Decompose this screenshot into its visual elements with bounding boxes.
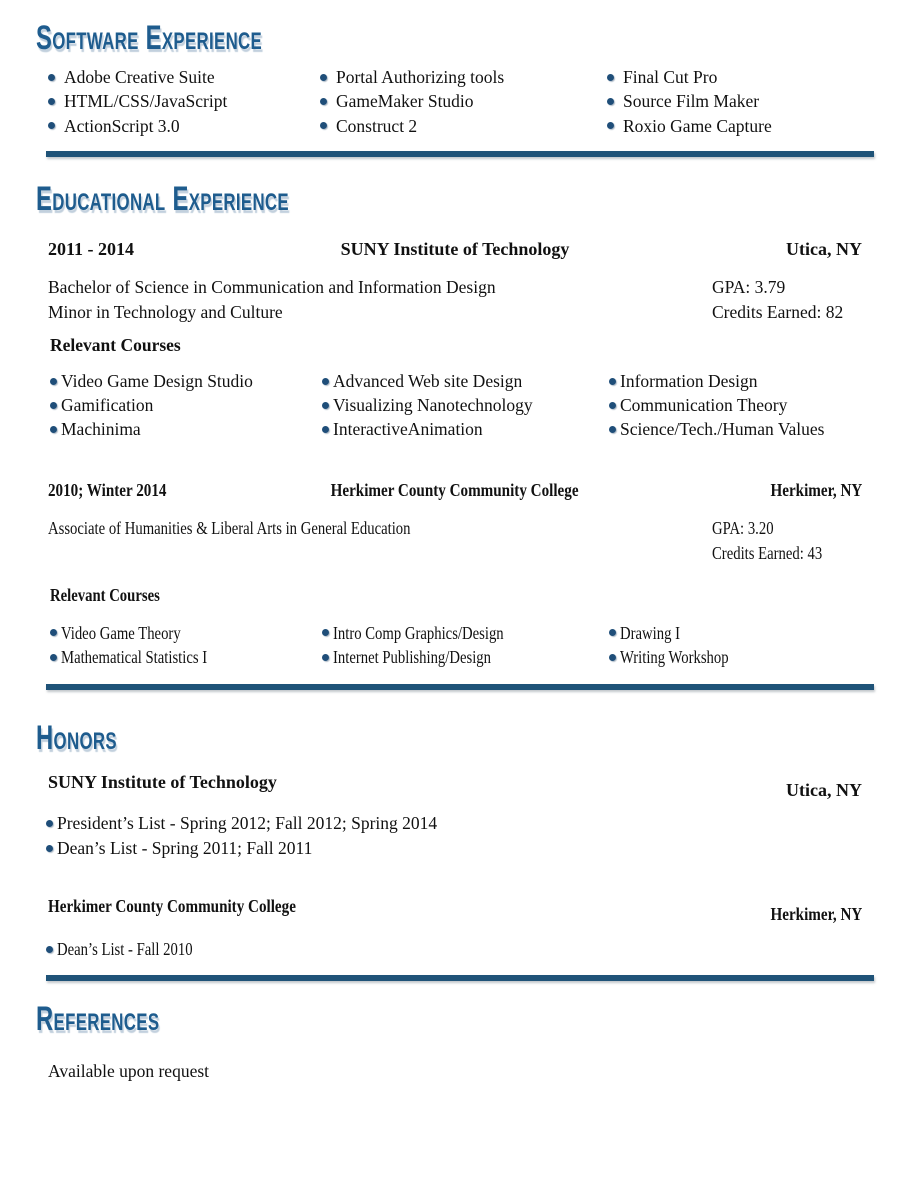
education-body — [46, 238, 862, 669]
education-location: Utica, NY — [786, 238, 862, 259]
gpa-value: GPA: 3.79 — [712, 276, 786, 297]
education-detail-row — [48, 275, 862, 325]
bullet-icon — [320, 122, 327, 129]
bullet-icon — [322, 402, 329, 409]
bullet-icon — [48, 122, 55, 129]
course-item — [322, 645, 609, 669]
section-divider — [46, 684, 874, 690]
section-heading-references — [36, 999, 862, 1038]
bullet-icon — [46, 820, 53, 827]
bullet-icon — [322, 654, 329, 661]
software-item-label: Roxio Game Capture — [623, 115, 772, 136]
course-column-1 — [50, 621, 322, 670]
bullet-icon — [322, 426, 329, 433]
bullet-icon — [609, 654, 616, 661]
software-item — [320, 114, 607, 138]
education-entry-header — [48, 238, 862, 261]
course-list — [48, 621, 862, 670]
course-item-label: Communication Theory — [620, 395, 788, 416]
course-item — [50, 369, 322, 393]
course-item-label: Information Design — [620, 370, 758, 391]
honor-item — [46, 836, 862, 861]
software-column-3 — [607, 65, 862, 138]
course-item — [609, 645, 862, 669]
course-item-label: Mathematical Statistics I — [61, 647, 208, 668]
course-column-2 — [322, 369, 609, 442]
education-dates: 2010; Winter 2014 — [48, 479, 167, 500]
honor-list — [46, 937, 862, 962]
course-item — [50, 621, 322, 645]
course-item — [50, 645, 322, 669]
bullet-icon — [50, 629, 57, 636]
software-list — [46, 65, 862, 138]
section-heading-software — [36, 19, 862, 57]
course-item-label: Video Game Theory — [61, 622, 181, 643]
course-item-label: Visualizing Nanotechnology — [333, 395, 533, 416]
education-detail-row — [48, 516, 862, 566]
course-column-3 — [609, 621, 862, 670]
honor-entry-header — [46, 895, 862, 926]
software-item — [48, 114, 320, 138]
education-dates: 2011 - 2014 — [48, 238, 135, 259]
education-entry-header — [48, 479, 862, 502]
bullet-icon — [607, 122, 614, 129]
bullet-icon — [607, 98, 614, 105]
software-item — [607, 65, 862, 89]
relevant-courses-heading: Relevant Courses — [50, 334, 181, 355]
bullet-icon — [609, 378, 616, 385]
bullet-icon — [320, 98, 327, 105]
software-item — [320, 89, 607, 113]
references-section-title: References — [36, 999, 160, 1038]
course-column-1 — [50, 369, 322, 442]
course-item-label: Intro Comp Graphics/Design — [333, 622, 504, 643]
bullet-icon — [50, 654, 57, 661]
degree-lines — [48, 275, 712, 325]
course-item — [609, 369, 862, 393]
software-item-label: Construct 2 — [336, 115, 418, 136]
degree-line: Bachelor of Science in Communication and Information Design — [48, 276, 496, 297]
software-column-2 — [320, 65, 607, 138]
software-item-label: ActionScript 3.0 — [64, 115, 180, 136]
bullet-icon — [46, 946, 53, 953]
course-item-label: InteractiveAnimation — [333, 419, 483, 440]
resume-page — [0, 19, 920, 1083]
credits-value: Credits Earned: 43 — [712, 542, 823, 563]
honor-entry-header — [46, 771, 862, 802]
bullet-icon — [48, 98, 55, 105]
bullet-icon — [322, 629, 329, 636]
software-item — [607, 89, 862, 113]
course-item-label: Video Game Design Studio — [61, 370, 253, 391]
bullet-icon — [607, 74, 614, 81]
honor-school: Herkimer County Community College — [48, 896, 296, 917]
degree-lines — [48, 516, 712, 566]
software-section-title: Software Experience — [36, 19, 263, 57]
gpa-lines — [712, 516, 862, 566]
honor-item — [46, 811, 862, 836]
education-school: SUNY Institute of Technology — [340, 238, 570, 259]
degree-line: Associate of Humanities & Liberal Arts in General Education — [48, 517, 411, 538]
bullet-icon — [609, 402, 616, 409]
honors-section-title: Honors — [36, 719, 117, 758]
course-item-label: Machinima — [61, 419, 141, 440]
gpa-lines — [712, 275, 862, 325]
section-divider — [46, 975, 874, 981]
software-item-label: Adobe Creative Suite — [64, 67, 215, 87]
software-item-label: GameMaker Studio — [336, 91, 474, 112]
course-item — [609, 621, 862, 645]
course-item-label: Writing Workshop — [620, 647, 729, 668]
course-item — [50, 393, 322, 417]
bullet-icon — [50, 402, 57, 409]
bullet-icon — [320, 74, 327, 81]
honor-item-label: Dean’s List - Fall 2010 — [57, 939, 193, 960]
bullet-icon — [322, 378, 329, 385]
software-column-1 — [48, 65, 320, 138]
course-item-label: Drawing I — [620, 622, 681, 643]
honor-list — [46, 811, 862, 860]
degree-line: Minor in Technology and Culture — [48, 301, 283, 322]
course-item — [322, 417, 609, 441]
honor-item-label: President’s List - Spring 2012; Fall 2012; Spring 2014 — [57, 813, 438, 834]
course-item — [322, 369, 609, 393]
course-item — [609, 393, 862, 417]
relevant-courses-heading: Relevant Courses — [50, 584, 160, 605]
education-location: Herkimer, NY — [770, 479, 862, 500]
software-item-label: Final Cut Pro — [623, 67, 718, 87]
section-heading-education — [36, 179, 862, 218]
honor-item-label: Dean’s List - Spring 2011; Fall 2011 — [57, 837, 313, 858]
references-text: Available upon request — [48, 1060, 210, 1081]
course-item-label: Advanced Web site Design — [333, 370, 523, 391]
bullet-icon — [46, 845, 53, 852]
course-item — [609, 417, 862, 441]
bullet-icon — [50, 426, 57, 433]
course-item-label: Internet Publishing/Design — [333, 647, 492, 668]
software-item — [48, 89, 320, 113]
gpa-value: GPA: 3.20 — [712, 517, 774, 538]
course-list — [48, 369, 862, 442]
education-section-title: Educational Experience — [36, 179, 289, 218]
course-item — [322, 621, 609, 645]
credits-value: Credits Earned: 82 — [712, 301, 844, 322]
education-school: Herkimer County Community College — [331, 479, 579, 500]
software-item-label: Source Film Maker — [623, 91, 760, 112]
bullet-icon — [50, 378, 57, 385]
software-item — [607, 114, 862, 138]
section-heading-honors — [36, 719, 862, 758]
bullet-icon — [609, 629, 616, 636]
honor-location: Herkimer, NY — [770, 904, 862, 925]
course-item — [322, 393, 609, 417]
honor-item — [46, 937, 862, 962]
honor-school: SUNY Institute of Technology — [48, 772, 277, 793]
bullet-icon — [609, 426, 616, 433]
software-item-label: Portal Authorizing tools — [336, 67, 505, 87]
course-item-label: Gamification — [61, 395, 154, 416]
course-column-2 — [322, 621, 609, 670]
software-item — [48, 65, 320, 89]
software-item-label: HTML/CSS/JavaScript — [64, 91, 228, 112]
honor-location: Utica, NY — [786, 780, 862, 801]
course-item-label: Science/Tech./Human Values — [620, 419, 825, 440]
course-column-3 — [609, 369, 862, 442]
section-divider — [46, 151, 874, 157]
software-item — [320, 65, 607, 89]
bullet-icon — [48, 74, 55, 81]
course-item — [50, 417, 322, 441]
